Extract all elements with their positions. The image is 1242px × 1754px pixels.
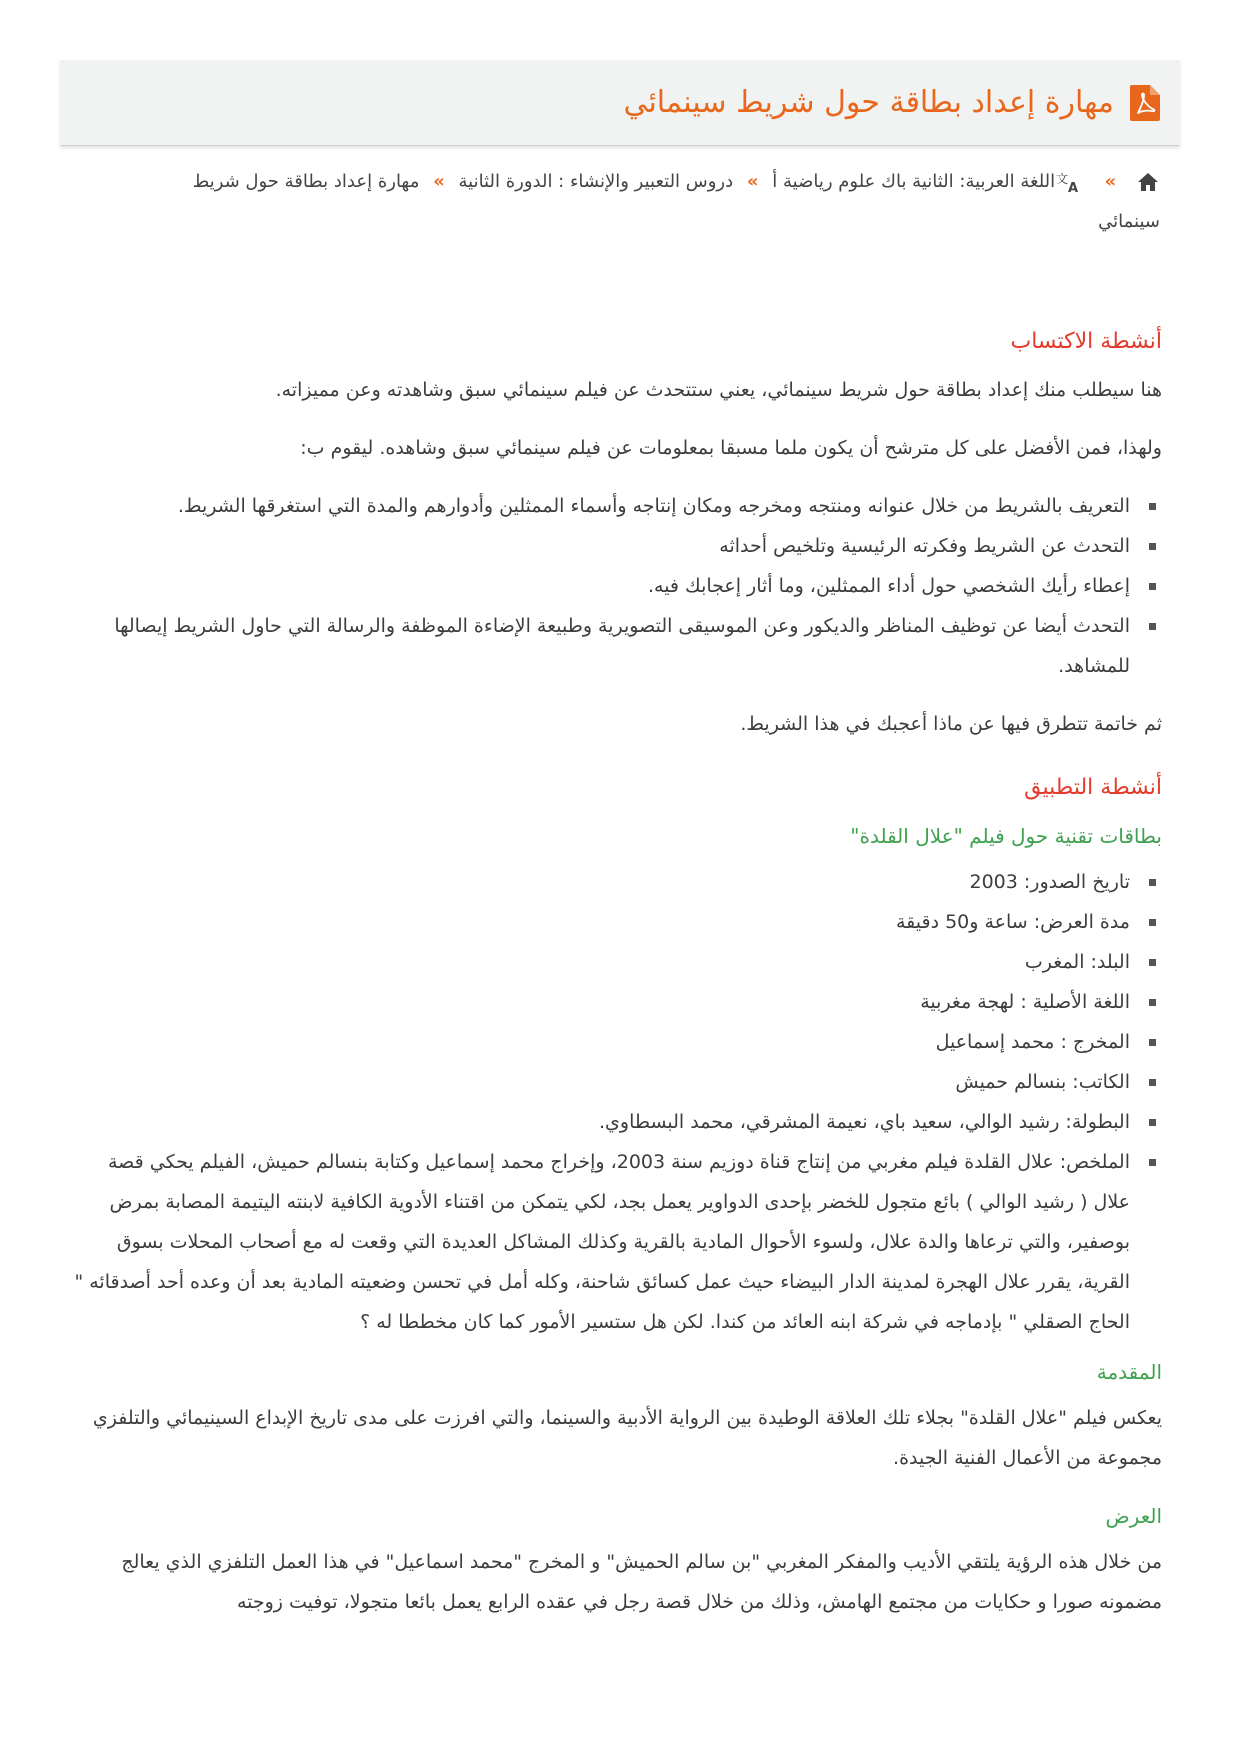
breadcrumb-separator: » <box>433 171 445 192</box>
list-item: إعطاء رأيك الشخصي حول أداء الممثلين، وما أثار إعجابك فيه. <box>72 566 1130 606</box>
list-item: التعريف بالشريط من خلال عنوانه ومنتجه ومخرجه ومكان إنتاجه وأسماء الممثلين وأدوارهم والمدة التي استغرقها الشريط. <box>72 486 1130 526</box>
list-item: مدة العرض: ساعة و50 دقيقة <box>72 902 1130 942</box>
svg-text:文: 文 <box>1055 172 1068 186</box>
page-header <box>60 60 1180 146</box>
list-item: تاريخ الصدور: 2003 <box>72 862 1130 902</box>
list-item: الملخص: علال القلدة فيلم مغربي من إنتاج قناة دوزيم سنة 2003، وإخراج محمد إسماعيل وكتابة بنسالم حميش، الفيلم يحكي قصة علال ( رشيد الوالي ) بائع متجول للخضر بإحدى الدواوير يعمل بجد، لكي يتمكن من اقتناء الأدوية الكافية لابنته اليتيمة المصابة بمرض بوصفير، والتي ترعاها والدة علال، ولسوء الأحوال المادية بالقرية وكذلك المشاكل العديدة التي وقعت له مع أصحاب المحلات بسوق القرية، يقرر علال الهجرة لمدينة الدار البيضاء حيث عمل كسائق شاحنة، وكله أمل في تحسن وضعيته المادية بعد أن وعده أحد أصدقائه " الحاج الصقلي " بإدماجه في شركة ابنه العائد من كندا. لكن هل ستسير الأمور كما كان مخططا له ؟ <box>72 1142 1130 1342</box>
subheading-technical-card: بطاقات تقنية حول فيلم "علال القلدة" <box>850 824 1162 848</box>
pdf-icon[interactable] <box>1130 85 1160 121</box>
translate-icon <box>1055 170 1091 196</box>
subheading-introduction: المقدمة <box>1096 1360 1162 1384</box>
svg-text:A: A <box>1067 181 1078 196</box>
home-icon[interactable] <box>1136 170 1160 194</box>
paragraph: من خلال هذه الرؤية يلتقي الأديب والمفكر المغربي "بن سالم الحميش" و المخرج "محمد اسماعيل" في هذا العمل التلفزي الذي يعالج مضمونه صورا و حكايات من مجتمع الهامش، وذلك من خلال قصة رجل في عقده الرابع يعمل بائعا متجولا، توفيت زوجته <box>121 1551 1162 1613</box>
list-item: التحدث عن الشريط وفكرته الرئيسية وتلخيص أحداثه <box>72 526 1130 566</box>
article-content <box>72 322 1162 1640</box>
paragraph: ولهذا، فمن الأفضل على كل مترشح أن يكون ملما مسبقا بمعلومات عن فيلم سينمائي سبق وشاهده. ليقوم ب: <box>300 437 1162 459</box>
film-card-list <box>72 862 1162 1342</box>
paragraph: هنا سيطلب منك إعداد بطاقة حول شريط سينمائي، يعني ستتحدث عن فيلم سينمائي سبق وشاهدته وعن مميزاته. <box>275 379 1162 401</box>
breadcrumb <box>130 162 1160 242</box>
breadcrumb-item-subject[interactable]: اللغة العربية: الثانية باك علوم رياضية أ <box>772 171 1056 192</box>
steps-list <box>72 486 1162 686</box>
subheading-body: العرض <box>1105 1504 1162 1528</box>
breadcrumb-item-current: مهارة إعداد بطاقة حول شريط سينمائي <box>192 171 1160 232</box>
list-item: المخرج : محمد إسماعيل <box>72 1022 1130 1062</box>
paragraph: يعكس فيلم "علال القلدة" بجلاء تلك العلاقة الوطيدة بين الرواية الأدبية والسينما، والتي افرزت على مدى تاريخ الإبداع السينيمائي والتلفزي مجموعة من الأعمال الفنية الجيدة. <box>92 1407 1162 1469</box>
section-heading-acquisition: أنشطة الاكتساب <box>1010 329 1162 354</box>
breadcrumb-separator: » <box>1104 171 1117 192</box>
breadcrumb-separator: » <box>746 171 759 192</box>
list-item: البلد: المغرب <box>72 942 1130 982</box>
list-item: البطولة: رشيد الوالي، سعيد باي، نعيمة المشرقي، محمد البسطاوي. <box>72 1102 1130 1142</box>
page-title: مهارة إعداد بطاقة حول شريط سينمائي <box>623 85 1114 120</box>
section-heading-application: أنشطة التطبيق <box>1024 775 1162 800</box>
list-item: الكاتب: بنسالم حميش <box>72 1062 1130 1102</box>
breadcrumb-item-category[interactable]: دروس التعبير والإنشاء : الدورة الثانية <box>458 171 734 192</box>
list-item: التحدث أيضا عن توظيف المناظر والديكور وعن الموسيقى التصويرية وطبيعة الإضاءة الموظفة والرسالة التي حاول الشريط إيصالها للمشاهد. <box>72 606 1130 686</box>
list-item: اللغة الأصلية : لهجة مغربية <box>72 982 1130 1022</box>
paragraph: ثم خاتمة تتطرق فيها عن ماذا أعجبك في هذا الشريط. <box>740 713 1162 735</box>
